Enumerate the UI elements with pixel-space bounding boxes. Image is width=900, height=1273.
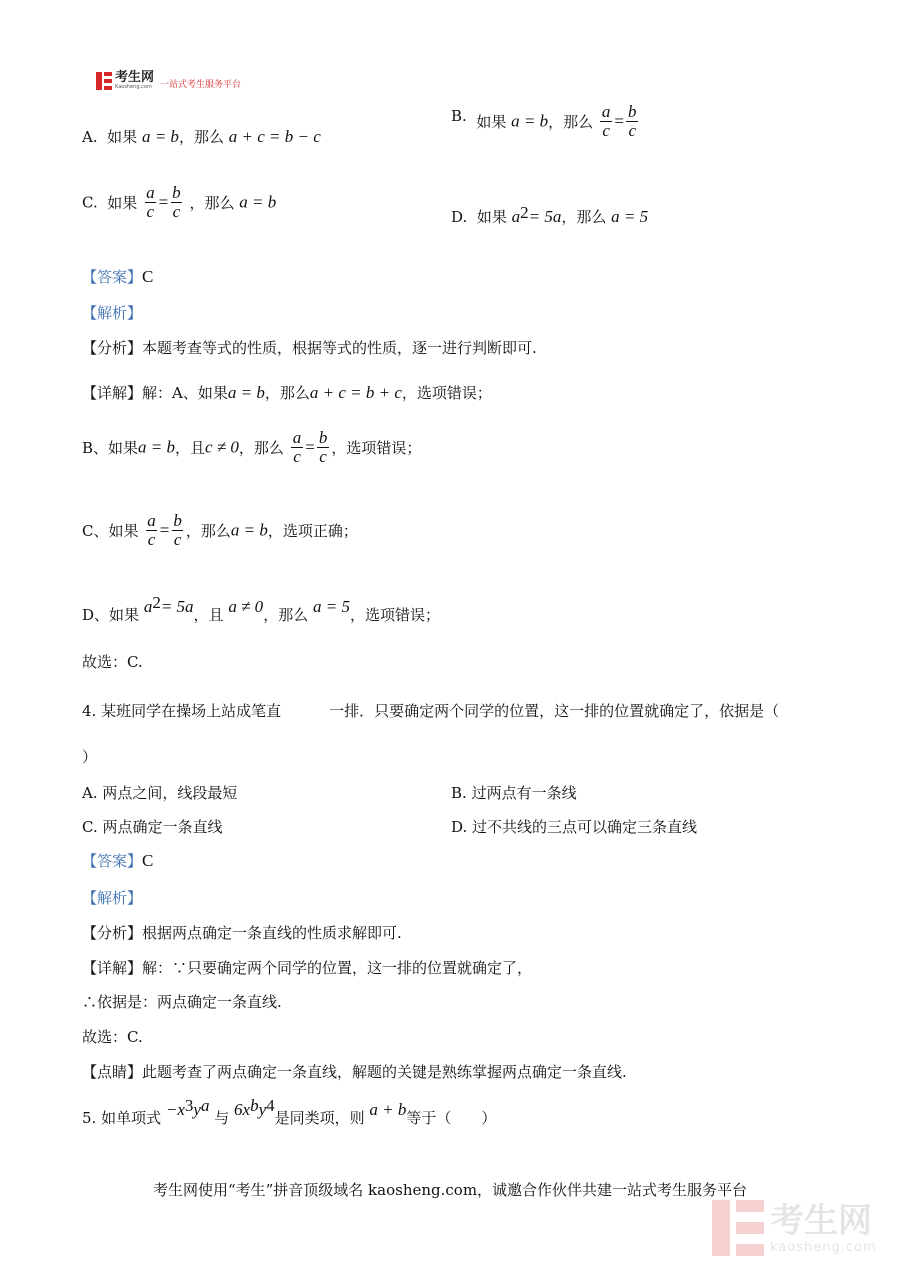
q4-conclusion: 故选：C. [82, 1028, 143, 1046]
q4-xiangjie: 【详解】解：∵只要确定两个同学的位置，这一排的位置就确定了， [82, 959, 533, 977]
q3-conclusion: 故选：C. [82, 653, 143, 671]
q3-xiangjie-a: 【详解】解：A、如果a = b，那么a + c = b + c，选项错误； [82, 383, 492, 402]
q3-xiangjie-d: D、如果 $a^2= 5a$，且 a ≠ 0，那么 a = 5，选项错误； [82, 593, 440, 624]
q3-option-a: A. 如果 a = b，那么 a + c = b − c [82, 127, 321, 146]
q4-option-c: C. 两点确定一条直线 [82, 818, 223, 836]
logo-name: 考生网 [115, 70, 155, 85]
q4-fenxi: 【分析】根据两点确定一条直线的性质求解即可. [82, 924, 402, 942]
footer-text: 考生网使用“考生”拼音顶级域名 kaosheng.com，诚邀合作伙伴共建一站式考生服务平台 [152, 1181, 748, 1199]
header-logo [96, 71, 241, 90]
q3-fenxi: 【分析】本题考查等式的性质，根据等式的性质，逐一进行判断即可. [82, 339, 537, 357]
q4-option-a: A. 两点之间，线段最短 [82, 784, 238, 802]
q4-option-b: B. 过两点有一条线 [451, 784, 577, 802]
q5-stem: 5. 如单项式 $-x^3y^a$ 与 $6x^by^4$是同类项，则 a + b等于（ ） [82, 1096, 497, 1127]
q3-answer: 【答案】C [82, 267, 154, 286]
q4-dianjing: 【点睛】此题考查了两点确定一条直线，解题的关键是熟练掌握两点确定一条直线. [82, 1063, 627, 1081]
q3-option-b: B. 如果 a = b，那么 $\frac{a}{c}$ = $\frac{b}{c}$ [451, 102, 637, 140]
q3-option-c: C. 如果 $\frac{a}{c}$ = $\frac{b}{c}$ ，那么 a = b [82, 183, 277, 221]
q4-stem-close: ） [82, 748, 98, 766]
q3-xiangjie-c: C、如果 $\frac{a}{c}$ = $\frac{b}{c}$ ，那么a = b，选项正确； [82, 511, 358, 549]
logo-domain: Kaosheng.com [115, 84, 152, 90]
q4-answer: 【答案】C [82, 851, 154, 870]
header-slogan: 一站式考生服务平台 [160, 80, 242, 90]
q3-analysis-tag: 【解析】 [82, 304, 143, 322]
q3-option-d: D. 如果 $a^2= 5a$，那么 a = 5 [451, 203, 649, 226]
q4-option-d: D. 过不共线的三点可以确定三条直线 [451, 818, 698, 836]
q4-analysis-tag: 【解析】 [82, 889, 143, 907]
watermark-logo-icon [712, 1200, 764, 1256]
q4-line2: ∴依据是：两点确定一条直线. [82, 993, 282, 1011]
footer-watermark: 考生网 kaosheng.com [712, 1200, 877, 1256]
q3-xiangjie-b: B、如果a = b，且c ≠ 0，那么 $\frac{a}{c}$ = $\frac{b}{c}$ ，选项错误； [82, 428, 422, 466]
logo-icon [96, 72, 112, 90]
q4-stem: 4. 某班同学在操场上站成笔直 一排．只要确定两个同学的位置，这一排的位置就确定了，依据是（ [82, 702, 780, 720]
answer-tag: 【答案】 [82, 268, 143, 286]
